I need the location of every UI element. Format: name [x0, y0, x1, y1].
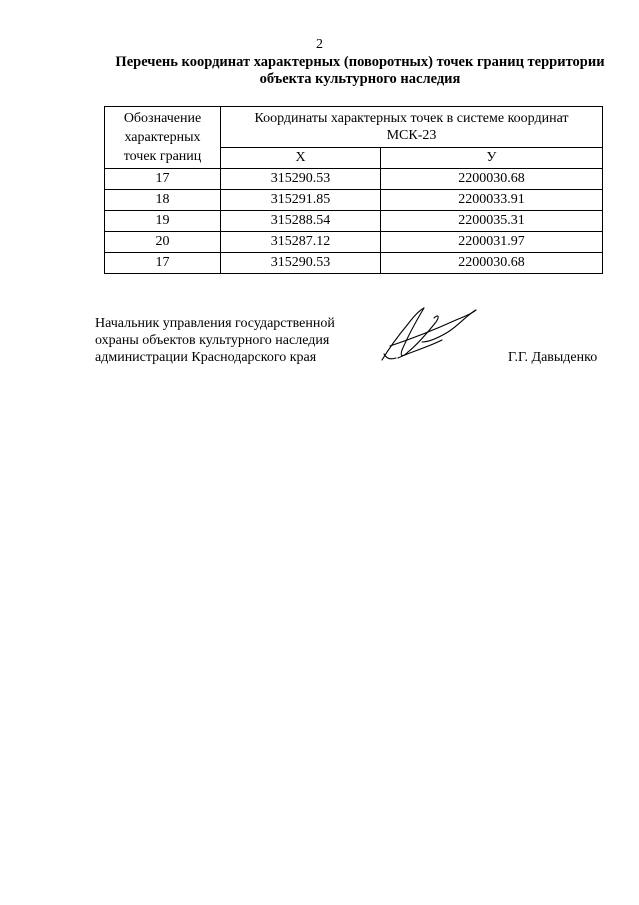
header-coordinate-system	[221, 107, 603, 148]
cell-y: 2200031.97	[381, 232, 603, 253]
document-title	[60, 54, 639, 88]
cell-y: 2200030.68	[381, 253, 603, 274]
header-point-designation-line-3: точек границ	[123, 149, 202, 164]
table-row	[105, 253, 603, 274]
cell-point: 20	[105, 232, 221, 253]
document-title-line-1: Перечень координат характерных (поворотных) точек границ территории	[115, 54, 605, 70]
header-coordinate-system-line-2: МСК-23	[386, 127, 437, 143]
cell-point: 17	[105, 253, 221, 274]
header-point-designation-line-2: характерных	[124, 130, 201, 145]
table-row	[105, 190, 603, 211]
signatory-position	[95, 315, 335, 366]
coordinates-table	[104, 106, 603, 274]
cell-x: 315288.54	[221, 211, 381, 232]
header-y: У	[381, 147, 603, 168]
signatory-position-line-1: Начальник управления государственной	[95, 316, 335, 331]
signatory-name: Г.Г. Давыденко	[508, 350, 598, 365]
cell-x: 315287.12	[221, 232, 381, 253]
header-coordinate-system-line-1: Координаты характерных точек в системе координат	[254, 110, 569, 126]
header-point-designation-line-1: Обозначение	[123, 111, 202, 126]
cell-y: 2200035.31	[381, 211, 603, 232]
cell-x: 315290.53	[221, 169, 381, 190]
table-row	[105, 169, 603, 190]
cell-x: 315290.53	[221, 253, 381, 274]
cell-y: 2200033.91	[381, 190, 603, 211]
cell-point: 18	[105, 190, 221, 211]
table-row	[105, 232, 603, 253]
table-row	[105, 211, 603, 232]
cell-x: 315291.85	[221, 190, 381, 211]
cell-y: 2200030.68	[381, 169, 603, 190]
handwritten-signature	[378, 302, 478, 368]
document-title-line-2: объекта культурного наследия	[259, 71, 461, 87]
cell-point: 17	[105, 169, 221, 190]
signatory-position-line-2: охраны объектов культурного наследия	[95, 333, 330, 348]
signatory-position-line-3: администрации Краснодарского края	[95, 350, 317, 365]
page-number: 2	[316, 37, 323, 52]
header-x: X	[221, 147, 381, 168]
header-point-designation	[105, 107, 221, 169]
cell-point: 19	[105, 211, 221, 232]
